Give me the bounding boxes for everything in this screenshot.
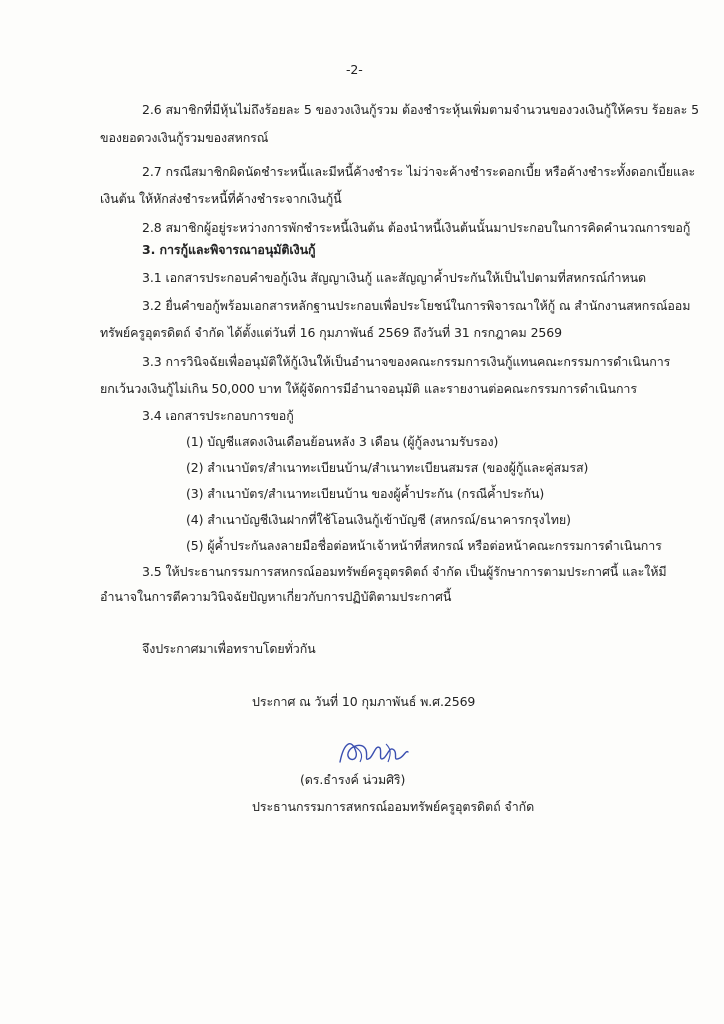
closing-statement: จึงประกาศมาเพื่อทราบโดยทั่วกัน [142,641,316,656]
document-item-5: (5) ผู้ค้ำประกันลงลายมือชื่อต่อหน้าเจ้าหน้าที่สหกรณ์ หรือต่อหน้าคณะกรรมการดำเนินการ [186,538,662,553]
announcement-date: ประกาศ ณ วันที่ 10 กุมภาพันธ์ พ.ศ.2569 [252,694,476,709]
paragraph-2-8: 2.8 สมาชิกผู้อยู่ระหว่างการพักชำระหนี้เงินต้น ต้องนำหนี้เงินต้นนั้นมาประกอบในการคิดคำนวณการขอกู้ [142,220,691,235]
document-item-3: (3) สำเนาบัตร/สำเนาทะเบียนบ้าน ของผู้ค้ำประกัน (กรณีค้ำประกัน) [186,486,545,501]
page-number: -2- [346,62,363,77]
paragraph-2-7-line2: เงินต้น ให้หักส่งชำระหนี้ที่ค้างชำระจากเงินกู้นี้ [100,191,342,206]
signer-title: ประธานกรรมการสหกรณ์ออมทรัพย์ครูอุตรดิตถ์ จำกัด [252,799,535,814]
signer-name: (ดร.ธำรงค์ น่วมศิริ) [300,772,406,787]
paragraph-3-2-line1: 3.2 ยื่นคำขอกู้พร้อมเอกสารหลักฐานประกอบเพื่อประโยชน์ในการพิจารณาให้กู้ ณ สำนักงานสหกรณ์ออม [142,298,691,313]
paragraph-3-3-line1: 3.3 การวินิจฉัยเพื่ออนุมัติให้กู้เงินให้เป็นอำนาจของคณะกรรมการเงินกู้แทนคณะกรรมการดำเนินการ [142,354,671,369]
document-item-1: (1) บัญชีแสดงเงินเดือนย้อนหลัง 3 เดือน (ผู้กู้ลงนามรับรอง) [186,434,499,449]
paragraph-3-5-line2: อำนาจในการตีความวินิจฉัยปัญหาเกี่ยวกับการปฏิบัติตามประกาศนี้ [100,589,452,604]
paragraph-2-7-line1: 2.7 กรณีสมาชิกผิดนัดชำระหนี้และมีหนี้ค้างชำระ ไม่ว่าจะค้างชำระดอกเบี้ย หรือค้างชำระทั้งดอกเบี้ยและ [142,164,696,179]
paragraph-3-5-line1: 3.5 ให้ประธานกรรมการสหกรณ์ออมทรัพย์ครูอุตรดิตถ์ จำกัด เป็นผู้รักษาการตามประกาศนี้ และให้มี [142,564,667,579]
paragraph-3-4: 3.4 เอกสารประกอบการขอกู้ [142,408,294,423]
section-3-heading: 3. การกู้และพิจารณาอนุมัติเงินกู้ [142,242,316,257]
paragraph-2-6-line2: ของยอดวงเงินกู้รวมของสหกรณ์ [100,130,269,145]
paragraph-3-3-line2: ยกเว้นวงเงินกู้ไม่เกิน 50,000 บาท ให้ผู้จัดการมีอำนาจอนุมัติ และรายงานต่อคณะกรรมการดำเนินการ [100,381,637,396]
document-item-4: (4) สำเนาบัญชีเงินฝากที่ใช้โอนเงินกู้เข้าบัญชี (สหกรณ์/ธนาคารกรุงไทย) [186,512,571,527]
signature-image [334,732,414,772]
paragraph-3-1: 3.1 เอกสารประกอบคำขอกู้เงิน สัญญาเงินกู้ และสัญญาค้ำประกันให้เป็นไปตามที่สหกรณ์กำหนด [142,270,647,285]
paragraph-3-2-line2: ทรัพย์ครูอุตรดิตถ์ จำกัด ได้ตั้งแต่วันที่ 16 กุมภาพันธ์ 2569 ถึงวันที่ 31 กรกฎาคม 2569 [100,325,562,340]
document-item-2: (2) สำเนาบัตร/สำเนาทะเบียนบ้าน/สำเนาทะเบียนสมรส (ของผู้กู้และคู่สมรส) [186,460,589,475]
paragraph-2-6-line1: 2.6 สมาชิกที่มีหุ้นไม่ถึงร้อยละ 5 ของวงเงินกู้รวม ต้องชำระหุ้นเพิ่มตามจำนวนของวงเงินกู้ให้ครบ ร้อยละ 5 [142,102,699,117]
